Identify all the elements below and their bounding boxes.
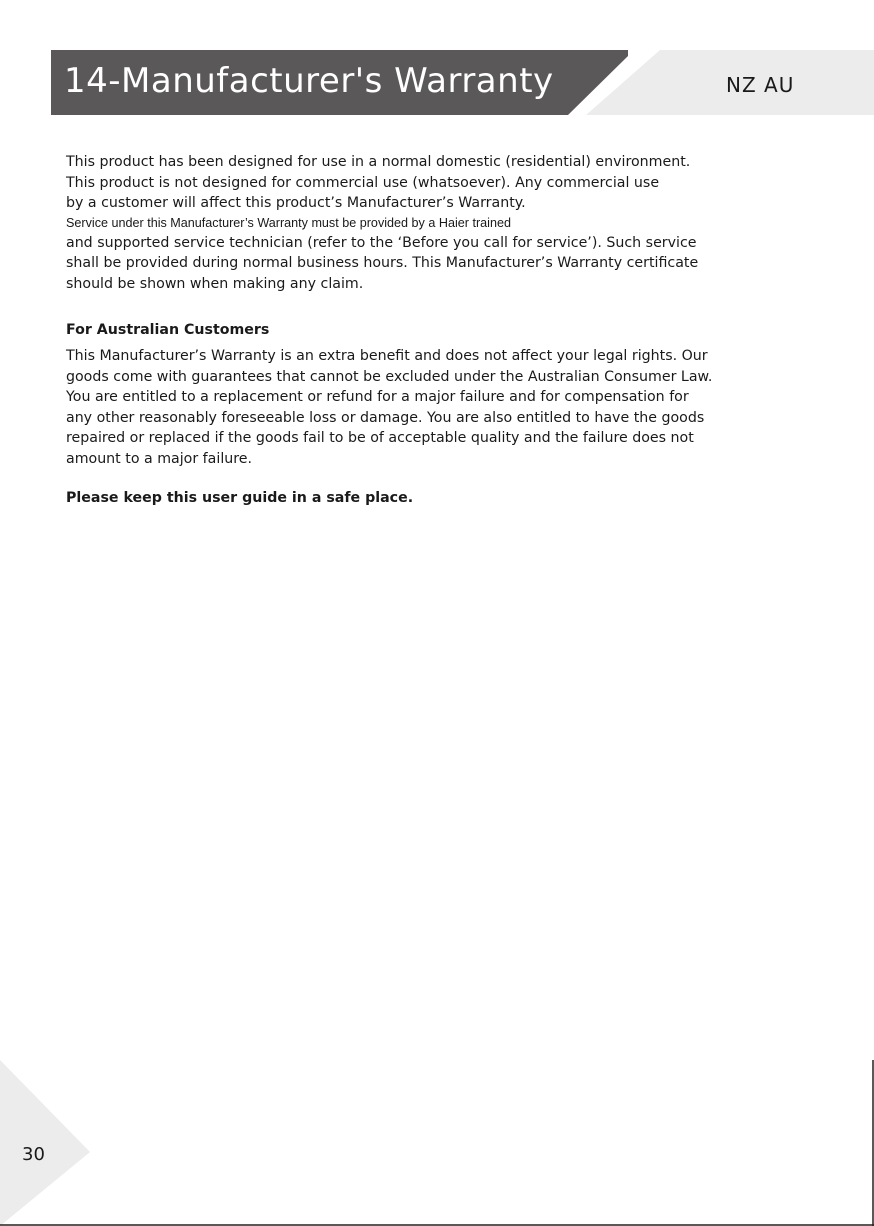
intro-paragraph <box>66 152 806 295</box>
corner-triangle <box>0 1060 90 1226</box>
australian-line: You are entitled to a replacement or refund for a major failure and for compensation for <box>66 389 689 406</box>
australian-paragraph <box>66 346 806 470</box>
australian-line: repaired or replaced if the goods fail to be of acceptable quality and the failure does not <box>66 430 694 447</box>
closing-note: Please keep this user guide in a safe place. <box>66 490 414 506</box>
page-title: 14-Manufacturer's Warranty <box>64 61 554 101</box>
intro-line: This product is not designed for commercial use (whatsoever). Any commercial use <box>66 174 660 191</box>
intro-line: This product has been designed for use in a normal domestic (residential) environment. <box>66 154 691 170</box>
region-label: NZ AU <box>726 73 795 97</box>
page-number: 30 <box>22 1144 45 1165</box>
australian-line: goods come with guarantees that cannot be excluded under the Australian Consumer Law. <box>66 368 713 385</box>
australian-line: This Manufacturer’s Warranty is an extra benefit and does not affect your legal rights. Our <box>66 348 708 364</box>
intro-line: shall be provided during normal business hours. This Manufacturer’s Warranty certificate <box>66 255 699 272</box>
intro-line: and supported service technician (refer to the ‘Before you call for service’). Such service <box>66 234 697 251</box>
intro-line: should be shown when making any claim. <box>66 275 364 292</box>
intro-line-small: Service under this Manufacturer’s Warranty must be provided by a Haier trained <box>66 215 511 230</box>
section-heading-australian: For Australian Customers <box>66 322 270 338</box>
australian-line: amount to a major failure. <box>66 450 253 467</box>
australian-line: any other reasonably foreseeable loss or damage. You are also entitled to have the goods <box>66 409 705 426</box>
intro-line: by a customer will affect this product’s Manufacturer’s Warranty. <box>66 195 526 212</box>
